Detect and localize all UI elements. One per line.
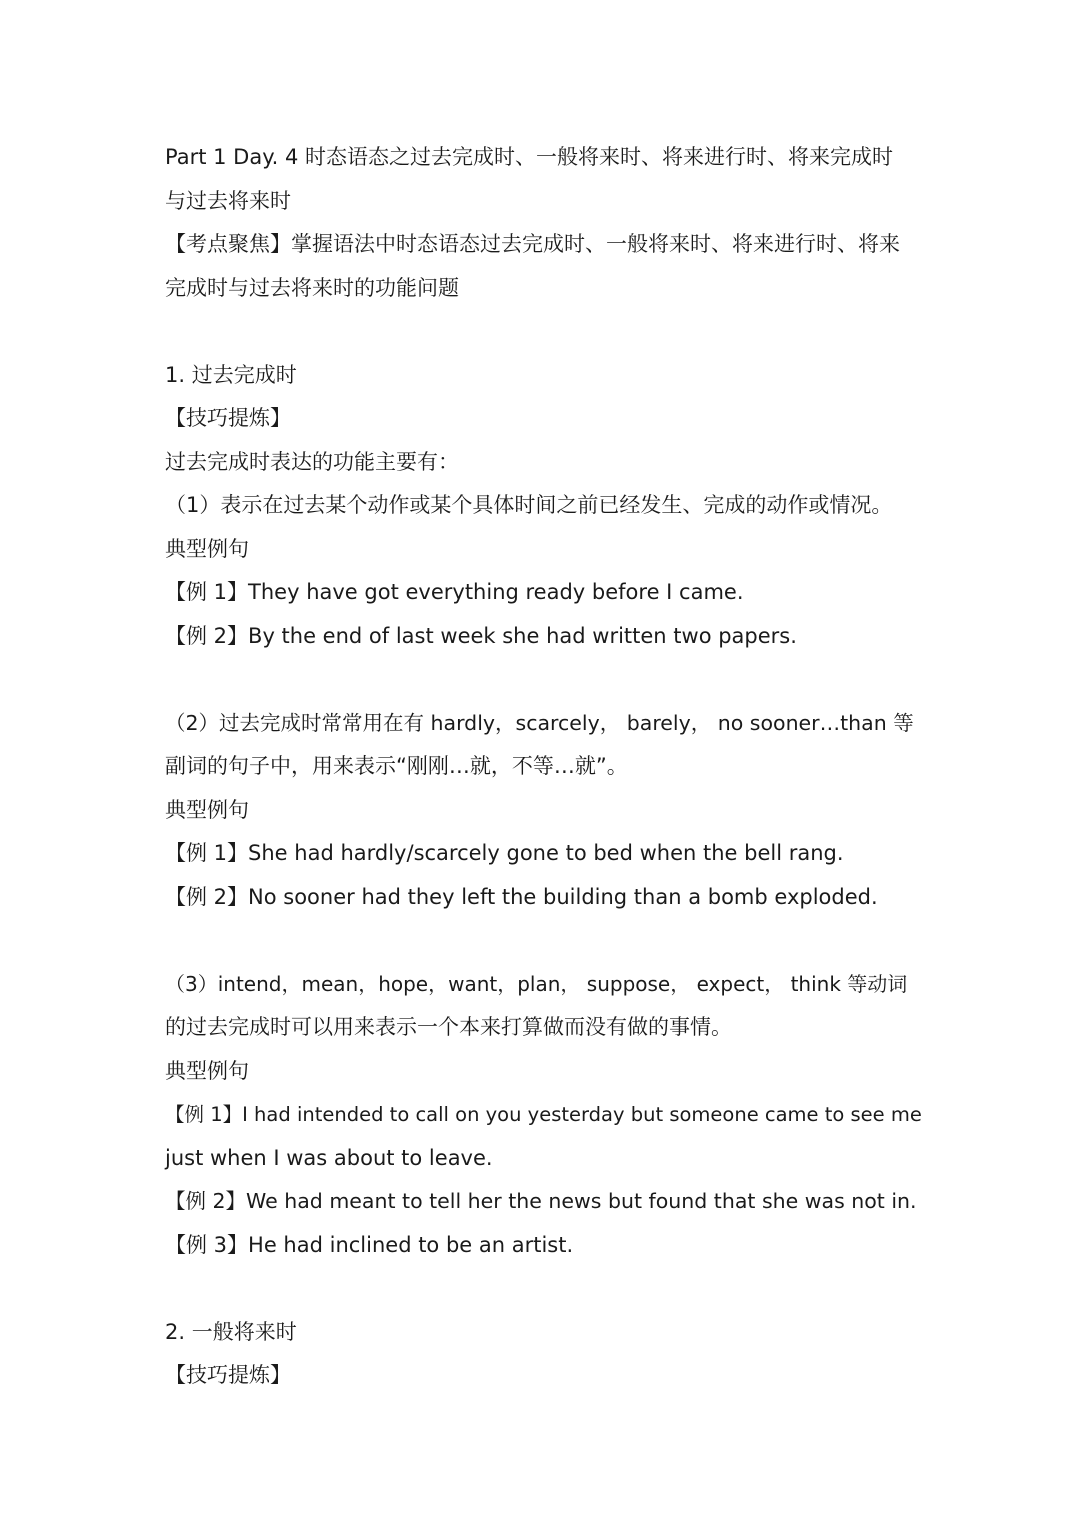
section-1-heading: 1. 过去完成时 <box>165 362 297 387</box>
point-3-example-2: 【例 2】We had meant to tell her the news but found that she was not in. <box>165 1189 917 1213</box>
point-2-example-label: 典型例句 <box>165 797 249 822</box>
point-3-line-1: （3）intend，mean，hope，want，plan， suppose， expect， think 等动词 <box>165 971 908 996</box>
section-2-skill-label: 【技巧提炼】 <box>165 1363 291 1387</box>
point-3-example-1-line-2: just when I was about to leave. <box>165 1145 493 1170</box>
spacer <box>165 310 925 354</box>
point-3-line-2: 的过去完成时可以用来表示一个本来打算做而没有做的事情。 <box>165 1015 732 1039</box>
focus-line-1: 【考点聚焦】掌握语法中时态语态过去完成时、一般将来时、将来进行时、将来 <box>165 232 900 256</box>
section-2-heading: 2. 一般将来时 <box>165 1319 297 1344</box>
point-1-text: （1）表示在过去某个动作或某个具体时间之前已经发生、完成的动作或情况。 <box>165 493 893 517</box>
title-line-2: 与过去将来时 <box>165 188 291 213</box>
point-2-example-1: 【例 1】She had hardly/scarcely gone to bed when the bell rang. <box>165 841 844 865</box>
point-1-example-label: 典型例句 <box>165 536 249 561</box>
point-2-line-1: （2）过去完成时常常用在有 hardly，scarcely， barely， no sooner…than 等 <box>165 710 914 735</box>
section-1-skill-label: 【技巧提炼】 <box>165 406 291 430</box>
title-line-1: Part 1 Day. 4 时态语态之过去完成时、一般将来时、将来进行时、将来完成时 <box>165 145 894 169</box>
spacer <box>165 1267 925 1311</box>
spacer <box>165 919 925 963</box>
point-2-line-2: 副词的句子中，用来表示“刚刚…就，不等…就”。 <box>165 754 628 778</box>
point-1-example-2: 【例 2】By the end of last week she had written two papers. <box>165 623 797 648</box>
document-page <box>165 136 925 1398</box>
point-2-example-2: 【例 2】No sooner had they left the building than a bomb exploded. <box>165 884 878 909</box>
point-1-example-1: 【例 1】They have got everything ready before I came. <box>165 580 744 604</box>
point-3-example-label: 典型例句 <box>165 1058 249 1083</box>
section-1-intro: 过去完成时表达的功能主要有： <box>165 449 459 474</box>
point-3-example-3: 【例 3】He had inclined to be an artist. <box>165 1232 574 1257</box>
spacer <box>165 658 925 702</box>
focus-line-2: 完成时与过去将来时的功能问题 <box>165 275 459 300</box>
point-3-example-1-line-1: 【例 1】I had intended to call on you yesterday but someone came to see me <box>165 1103 922 1126</box>
